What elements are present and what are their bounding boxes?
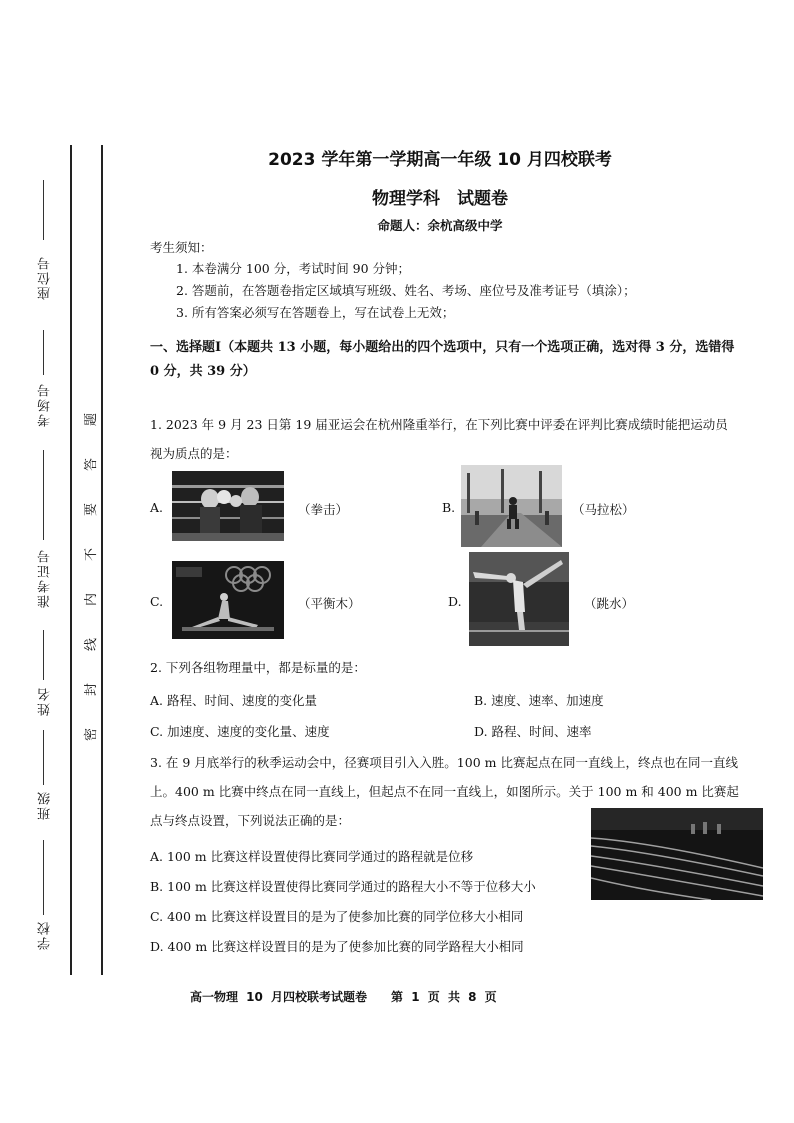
binding-inner-line xyxy=(101,145,103,975)
q3-option-c: C. 400 m 比赛这样设置目的是为了使参加比赛的同学位移大小相同 xyxy=(150,909,524,924)
notice-item: 3. 所有答案必须写在答题卷上，写在试卷上无效； xyxy=(176,305,455,320)
school-label: 学校 xyxy=(38,920,53,950)
question-3-stem: 3. 在 9 月底举行的秋季运动会中，径赛项目引入入胜。100 m 比赛起点在同一直线上，终点也在同一直线上。400 m 比赛中终点在同一直线上，但起点不在同一直线上，如图所示。关于 100 m 和 400 m 比赛起点与终点设置，下列说法正确的是： xyxy=(150,755,739,828)
q2-option-c: C. 加速度、速度的变化量、速度 xyxy=(150,724,330,739)
exam-subject: 物理学科 试题卷 xyxy=(372,189,508,209)
seal-char: 密 xyxy=(84,727,100,742)
exam-id-label: 准考证号 xyxy=(38,548,53,608)
class-label: 班级 xyxy=(38,790,53,820)
school-blank xyxy=(43,840,44,915)
q1-option-a-letter: A. xyxy=(150,500,164,515)
exam-author: 命题人：余杭高级中学 xyxy=(377,218,503,233)
section-heading: 一、选择题Ⅰ（本题共 13 小题，每小题给出的四个选项中，只有一个选项正确，选对得 3 分，选错得 0 分，共 39 分） xyxy=(150,340,735,379)
q1-option-d-letter: D. xyxy=(448,594,462,609)
notice-item: 1. 本卷满分 100 分，考试时间 90 分钟； xyxy=(176,261,411,276)
q3-option-d: D. 400 m 比赛这样设置目的是为了使参加比赛的同学路程大小相同 xyxy=(150,939,524,954)
q1-option-c-letter: C. xyxy=(150,594,164,609)
q2-option-a: A. 路程、时间、速度的变化量 xyxy=(150,693,317,708)
name-label: 姓名 xyxy=(38,686,53,716)
exam-id-blank xyxy=(43,450,44,540)
balance-beam-photo xyxy=(172,561,284,639)
question-2-stem: 2. 下列各组物理量中，都是标量的是： xyxy=(150,660,366,675)
exam-room-blank xyxy=(43,330,44,375)
q2-option-b: B. 速度、速率、加速度 xyxy=(474,693,604,708)
seat-label: 座位号 xyxy=(38,255,53,300)
exam-room-label: 考场号 xyxy=(38,382,53,427)
seal-char: 线 xyxy=(84,637,100,652)
seal-char: 不 xyxy=(84,547,100,562)
seal-char: 要 xyxy=(84,502,100,517)
seal-char: 题 xyxy=(84,412,100,427)
diving-photo xyxy=(469,552,569,646)
question-1-stem: 1. 2023 年 9 月 23 日第 19 届亚运会在杭州隆重举行，在下列比赛中评委在评判比赛成绩时能把运动员视为质点的是： xyxy=(150,417,728,461)
q1-option-a-caption: （拳击） xyxy=(298,502,349,517)
notice-item: 2. 答题前，在答题卷指定区域填写班级、姓名、考场、座位号及准考证号（填涂）； xyxy=(176,283,636,298)
q2-option-d: D. 路程、时间、速率 xyxy=(474,724,592,739)
seal-char: 封 xyxy=(84,682,100,697)
q1-option-c-caption: （平衡木） xyxy=(298,596,361,611)
boxing-photo xyxy=(172,471,284,541)
exam-title: 2023 学年第一学期高一年级 10 月四校联考 xyxy=(268,150,612,170)
q1-option-d-caption: （跳水） xyxy=(584,596,635,611)
q3-option-a: A. 100 m 比赛这样设置使得比赛同学通过的路程就是位移 xyxy=(150,849,474,864)
name-blank xyxy=(43,630,44,680)
seat-blank xyxy=(43,180,44,240)
marathon-photo xyxy=(461,465,562,547)
q3-option-b: B. 100 m 比赛这样设置使得比赛同学通过的路程大小不等于位移大小 xyxy=(150,879,536,894)
seal-char: 内 xyxy=(84,592,100,607)
seal-line-text xyxy=(80,410,100,744)
class-blank xyxy=(43,730,44,785)
q1-option-b-caption: （马拉松） xyxy=(572,502,635,517)
binding-outer-line xyxy=(70,145,72,975)
seal-char: 答 xyxy=(84,457,100,472)
q1-option-b-letter: B. xyxy=(442,500,456,515)
running-track-photo xyxy=(591,808,763,900)
page-footer: 高一物理 10 月四校联考试题卷 第 1 页 共 8 页 xyxy=(190,990,497,1004)
notice-heading: 考生须知： xyxy=(150,240,213,255)
